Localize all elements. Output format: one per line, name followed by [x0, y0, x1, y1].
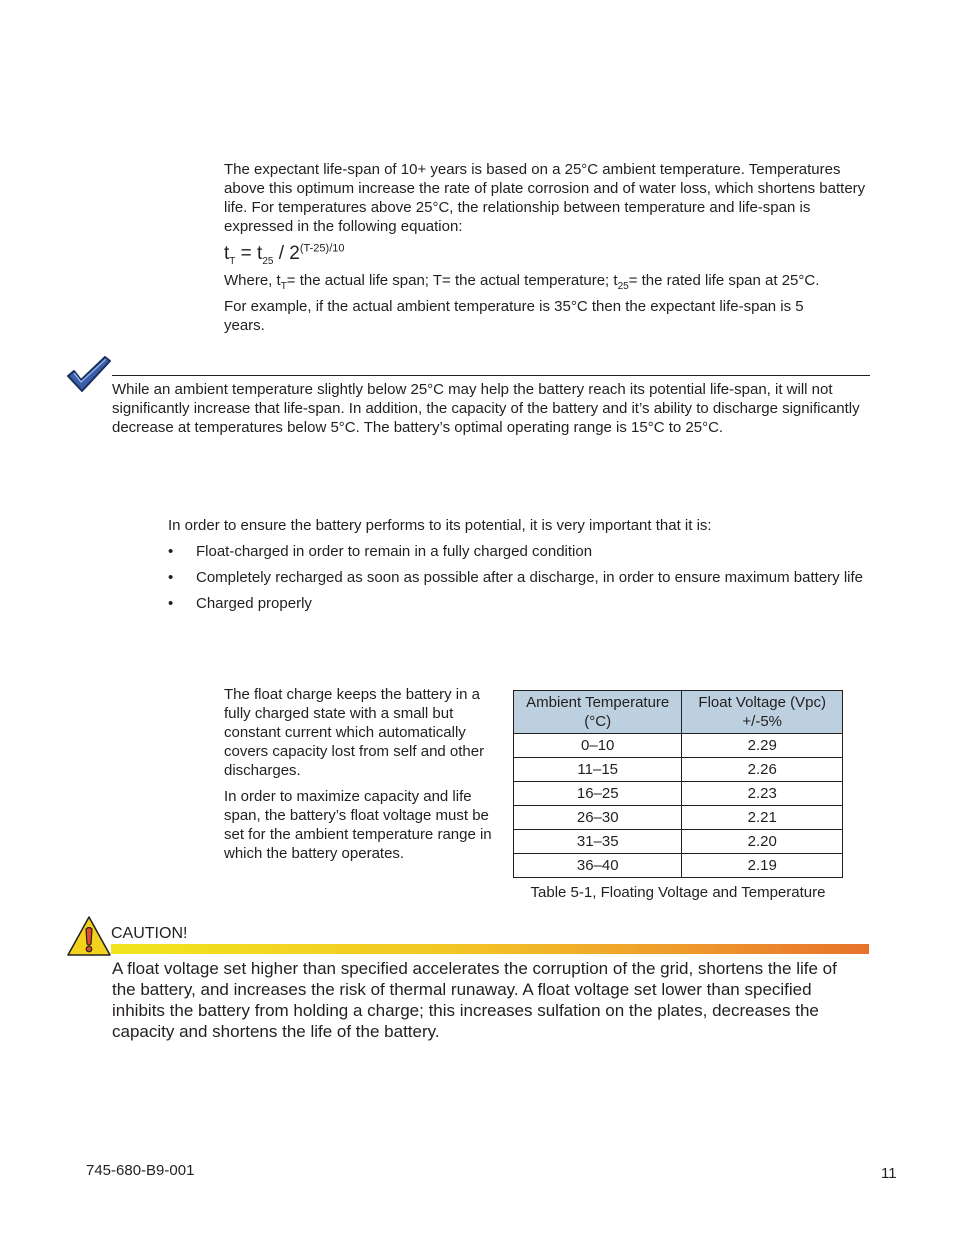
table-header-row — [514, 691, 843, 734]
cell-temperature: 36–40 — [514, 854, 682, 878]
list-item — [168, 594, 868, 613]
equation-legend — [224, 271, 874, 290]
cell-voltage: 2.29 — [682, 734, 843, 758]
eq-exponent: (T-25)/10 — [299, 242, 345, 255]
caution-text: A float voltage set higher than specified accelerates the corruption of the grid, shortens the life of the battery, and increases the risk of thermal runaway. A float voltage set lower than specified inhibits the battery from holding a charge; this increases sulfation on the plates, decreases the capacity and shortens the life of the battery. — [112, 959, 837, 1041]
cell-voltage: 2.19 — [682, 854, 843, 878]
ensure-list — [168, 542, 868, 620]
bullet-glyph: • — [168, 595, 174, 612]
intro-paragraph: The expectant life-span of 10+ years is based on a 25°C ambient temperature. Temperatures above this optimum increase the rate of plate corrosion and of water loss, which shortens battery life. For temperatures above 25°C, the relationship between temperature and life-span is expressed in the following equation: — [224, 161, 866, 235]
warning-icon — [66, 915, 112, 962]
cell-voltage: 2.21 — [682, 806, 843, 830]
float-para-2: In order to maximize capacity and life span, the battery’s float voltage must be set for the ambient temperature range in which the battery operates. — [224, 788, 492, 862]
note-text: While an ambient temperature slightly below 25°C may help the battery reach its potential life-span, it will not significantly increase that life-span. In addition, the capacity of the battery and it’s ability to discharge significantly decrease at temperatures below 5°C. The battery’s optimal operating range is 15°C to 25°C. — [112, 381, 860, 436]
note-divider — [112, 375, 870, 376]
table-row — [514, 830, 843, 854]
float-voltage-table — [513, 690, 843, 878]
table-row — [514, 734, 843, 758]
list-item-text: Completely recharged as soon as possible after a discharge, in order to ensure maximum battery life — [196, 569, 863, 586]
where-mid: = the actual life span; T= the actual temperature; t — [286, 272, 618, 289]
cell-temperature: 26–30 — [514, 806, 682, 830]
doc-number: 745-680-B9-001 — [86, 1162, 195, 1179]
cell-voltage: 2.26 — [682, 758, 843, 782]
checkmark-icon — [65, 354, 113, 399]
cell-temperature: 11–15 — [514, 758, 682, 782]
where-sub-25: 25 — [617, 281, 629, 292]
table-row — [514, 758, 843, 782]
table-row — [514, 806, 843, 830]
list-item — [168, 542, 868, 561]
eq-div: / 2 — [273, 243, 300, 264]
cell-temperature: 31–35 — [514, 830, 682, 854]
life-span-equation — [224, 242, 345, 266]
list-item-text: Charged properly — [196, 595, 312, 612]
example-paragraph: For example, if the actual ambient temperature is 35°C then the expectant life-span is 5 years. — [224, 298, 804, 334]
ensure-lead: In order to ensure the battery performs to its potential, it is very important that it is: — [168, 517, 712, 534]
cell-temperature: 0–10 — [514, 734, 682, 758]
header-ambient-temperature: Ambient Temperature (°C) — [514, 691, 682, 734]
table-caption: Table 5-1, Floating Voltage and Temperature — [530, 884, 826, 901]
float-charge-text — [224, 685, 506, 863]
caution-label: CAUTION! — [111, 925, 188, 942]
list-item — [168, 568, 868, 587]
caution-bar — [111, 944, 869, 954]
page-number: 11 — [881, 1165, 897, 1182]
where-sub-t: T — [280, 281, 287, 292]
bullet-glyph: • — [168, 569, 174, 586]
list-item-text: Float-charged in order to remain in a fully charged condition — [196, 543, 593, 560]
cell-voltage: 2.23 — [682, 782, 843, 806]
where-lead: Where, t — [224, 272, 281, 289]
eq-t: t — [224, 243, 230, 264]
table-row — [514, 854, 843, 878]
bullet-glyph: • — [168, 543, 174, 560]
cell-temperature: 16–25 — [514, 782, 682, 806]
float-para-1: The float charge keeps the battery in a fully charged state with a small but constant current which automatically covers capacity lost from self and other discharges. — [224, 686, 485, 779]
header-float-voltage: Float Voltage (Vpc) +/-5% — [682, 691, 843, 734]
eq-mid: = t — [235, 243, 263, 264]
table-row — [514, 782, 843, 806]
eq-sub-25: 25 — [262, 255, 274, 267]
eq-sub-t: T — [229, 255, 236, 267]
where-tail: = the rated life span at 25°C. — [628, 272, 820, 289]
cell-voltage: 2.20 — [682, 830, 843, 854]
